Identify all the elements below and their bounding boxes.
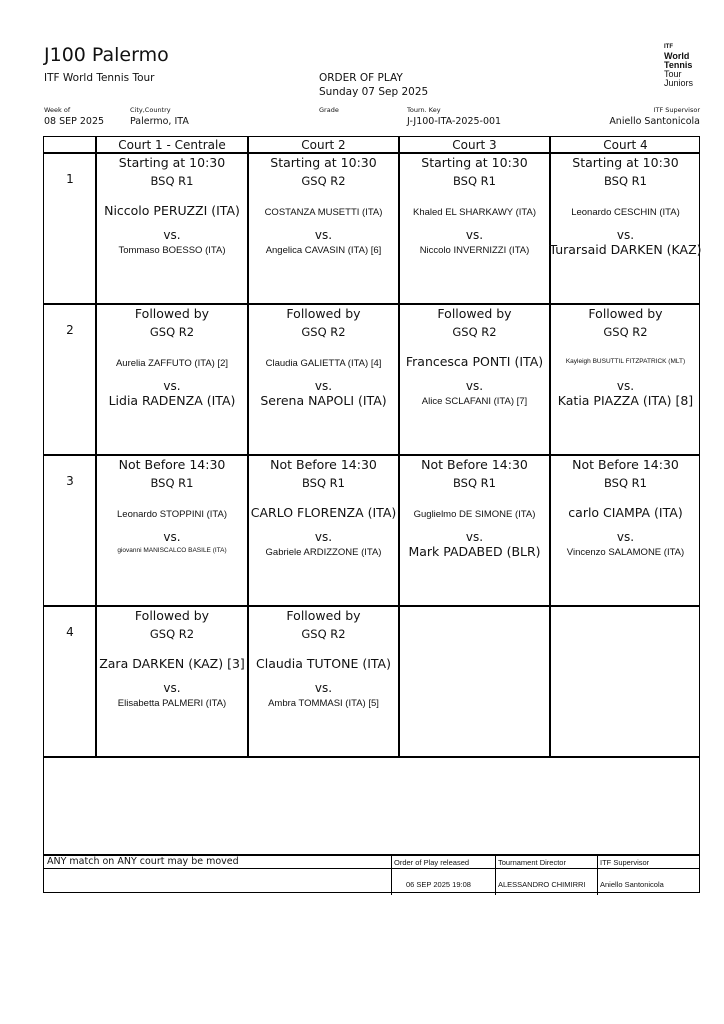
- match-time: Starting at 10:30: [572, 155, 679, 170]
- match-time: Not Before 14:30: [421, 457, 528, 472]
- key-value: J-J100-ITA-2025-001: [407, 116, 502, 127]
- versus: vs.: [163, 379, 181, 393]
- player-2: Angelica CAVASIN (ITA) [6]: [265, 245, 382, 256]
- player-2: Ambra TOMMASI (ITA) [5]: [268, 698, 379, 709]
- week-value: 08 SEP 2025: [44, 116, 105, 127]
- match-cell: [399, 304, 550, 455]
- footer-column-divider: [597, 855, 598, 895]
- player-2: Gabriele ARDIZZONE (ITA): [265, 547, 382, 558]
- player-1: Leonardo STOPPINI (ITA): [117, 509, 227, 520]
- versus: vs.: [314, 228, 333, 242]
- footer-divider: [44, 868, 699, 869]
- released-value: 06 SEP 2025 19:08: [406, 880, 471, 889]
- match-time: Not Before 14:30: [572, 457, 679, 472]
- match-cell: [248, 304, 399, 455]
- match-cell: [399, 455, 550, 606]
- match-time: Starting at 10:30: [270, 155, 377, 170]
- match-cell: [96, 304, 248, 455]
- versus: vs.: [465, 379, 484, 393]
- match-time: Followed by: [437, 306, 512, 321]
- row-number: 4: [66, 625, 74, 639]
- order-of-play-title: ORDER OF PLAY: [319, 72, 403, 84]
- city-label: City,Country: [130, 106, 171, 114]
- match-time: Followed by: [286, 608, 361, 623]
- match-round: BSQ R1: [452, 476, 496, 490]
- match-round: GSQ R2: [301, 325, 346, 339]
- match-round: BSQ R1: [452, 174, 496, 188]
- week-label: Week of: [44, 106, 71, 114]
- player-2: Serena NAPOLI (ITA): [260, 393, 387, 408]
- match-time: Starting at 10:30: [118, 155, 226, 170]
- versus: vs.: [163, 228, 181, 242]
- match-time: Followed by: [134, 608, 210, 623]
- match-round: BSQ R1: [150, 174, 194, 188]
- court-header-3: Court 3: [452, 138, 497, 152]
- match-time: Followed by: [588, 306, 663, 321]
- player-1: Aurelia ZAFFUTO (ITA) [2]: [115, 358, 229, 369]
- versus: vs.: [314, 681, 333, 695]
- player-2: giovanni MANISCALCO BASILE (ITA): [117, 547, 227, 554]
- director-label: Tournament Director: [498, 858, 566, 867]
- player-1: Guglielmo DE SIMONE (ITA): [413, 509, 536, 520]
- match-cell: [96, 153, 248, 304]
- match-cell: [399, 153, 550, 304]
- match-round: BSQ R1: [301, 476, 345, 490]
- city-value: Palermo, ITA: [130, 116, 189, 127]
- match-round: BSQ R1: [603, 476, 647, 490]
- player-2: Tommaso BOESSO (ITA): [118, 245, 226, 256]
- supervisor-label: ITF Supervisor: [653, 106, 700, 114]
- released-label: Order of Play released: [394, 858, 470, 867]
- key-label: Tourn. Key: [407, 106, 441, 114]
- footer-supervisor-label: ITF Supervisor: [600, 858, 650, 867]
- match-round: GSQ R2: [452, 325, 497, 339]
- court-header-2: Court 2: [301, 138, 346, 152]
- play-date: Sunday 07 Sep 2025: [319, 86, 429, 98]
- match-round: BSQ R1: [150, 476, 194, 490]
- player-1: Niccolo PERUZZI (ITA): [104, 203, 240, 218]
- match-cell: [550, 153, 701, 304]
- tournament-title: J100 Palermo: [44, 44, 169, 66]
- player-1: Leonardo CESCHIN (ITA): [571, 207, 680, 218]
- match-cell: [248, 455, 399, 606]
- versus: vs.: [616, 379, 635, 393]
- match-time: Not Before 14:30: [270, 457, 377, 472]
- match-round: GSQ R2: [603, 325, 648, 339]
- versus: vs.: [616, 530, 635, 544]
- row-number: 1: [66, 172, 74, 186]
- match-cell: [96, 455, 248, 606]
- match-cell: [550, 304, 701, 455]
- versus: vs.: [314, 530, 333, 544]
- footer-column-divider: [495, 855, 496, 895]
- court-header-1: Court 1 - Centrale: [118, 138, 226, 152]
- player-2: Alice SCLAFANI (ITA) [7]: [421, 396, 528, 407]
- match-time: Followed by: [134, 306, 210, 321]
- itf-logo: ITF World Tennis Tour Juniors: [664, 44, 694, 88]
- match-cell: [248, 606, 399, 757]
- player-1: CARLO FLORENZA (ITA): [250, 505, 397, 520]
- player-1: Zara DARKEN (KAZ) [3]: [99, 656, 245, 671]
- versus: vs.: [616, 228, 635, 242]
- versus: vs.: [465, 228, 484, 242]
- schedule-grid: [43, 136, 700, 893]
- supervisor-value: Aniello Santonicola: [609, 116, 700, 127]
- player-1: COSTANZA MUSETTI (ITA): [264, 207, 383, 218]
- court-header-4: Court 4: [603, 138, 648, 152]
- player-1: Kayleigh BUSUTTIL FITZPATRICK (MLT): [565, 358, 686, 365]
- versus: vs.: [465, 530, 484, 544]
- move-notice: ANY match on ANY court may be moved: [47, 856, 239, 867]
- match-round: GSQ R2: [149, 627, 195, 641]
- grade-label: Grade: [319, 106, 339, 114]
- row-number: 3: [66, 474, 74, 488]
- match-round: GSQ R2: [301, 627, 346, 641]
- player-2: Vincenzo SALAMONE (ITA): [566, 547, 685, 558]
- row-number: 2: [66, 323, 74, 337]
- match-cell: [550, 455, 701, 606]
- footer-column-divider: [391, 855, 392, 895]
- player-1: Claudia TUTONE (ITA): [256, 656, 391, 671]
- player-2: Niccolo INVERNIZZI (ITA): [419, 245, 530, 256]
- match-time: Followed by: [286, 306, 361, 321]
- match-time: Not Before 14:30: [118, 457, 226, 472]
- versus: vs.: [163, 681, 181, 695]
- player-1: carlo CIAMPA (ITA): [568, 505, 683, 520]
- player-1: Claudia GALIETTA (ITA) [4]: [265, 358, 382, 369]
- match-round: GSQ R2: [301, 174, 346, 188]
- player-2: Turarsaid DARKEN (KAZ): [549, 242, 702, 257]
- match-time: Starting at 10:30: [421, 155, 528, 170]
- footer-supervisor-value: Aniello Santonicola: [600, 880, 664, 889]
- versus: vs.: [314, 379, 333, 393]
- match-round: GSQ R2: [149, 325, 195, 339]
- player-2: Lidia RADENZA (ITA): [108, 393, 236, 408]
- player-2: Elisabetta PALMERI (ITA): [117, 698, 227, 709]
- player-1: Khaled EL SHARKAWY (ITA): [412, 207, 536, 218]
- match-cell: [248, 153, 399, 304]
- director-value: ALESSANDRO CHIMIRRI: [498, 880, 586, 889]
- player-2: Katia PIAZZA (ITA) [8]: [557, 393, 694, 408]
- tour-name: ITF World Tennis Tour: [44, 72, 155, 84]
- player-1: Francesca PONTI (ITA): [405, 354, 544, 369]
- player-2: Mark PADABED (BLR): [408, 544, 541, 559]
- match-round: BSQ R1: [603, 174, 647, 188]
- match-cell: [96, 606, 248, 757]
- versus: vs.: [163, 530, 181, 544]
